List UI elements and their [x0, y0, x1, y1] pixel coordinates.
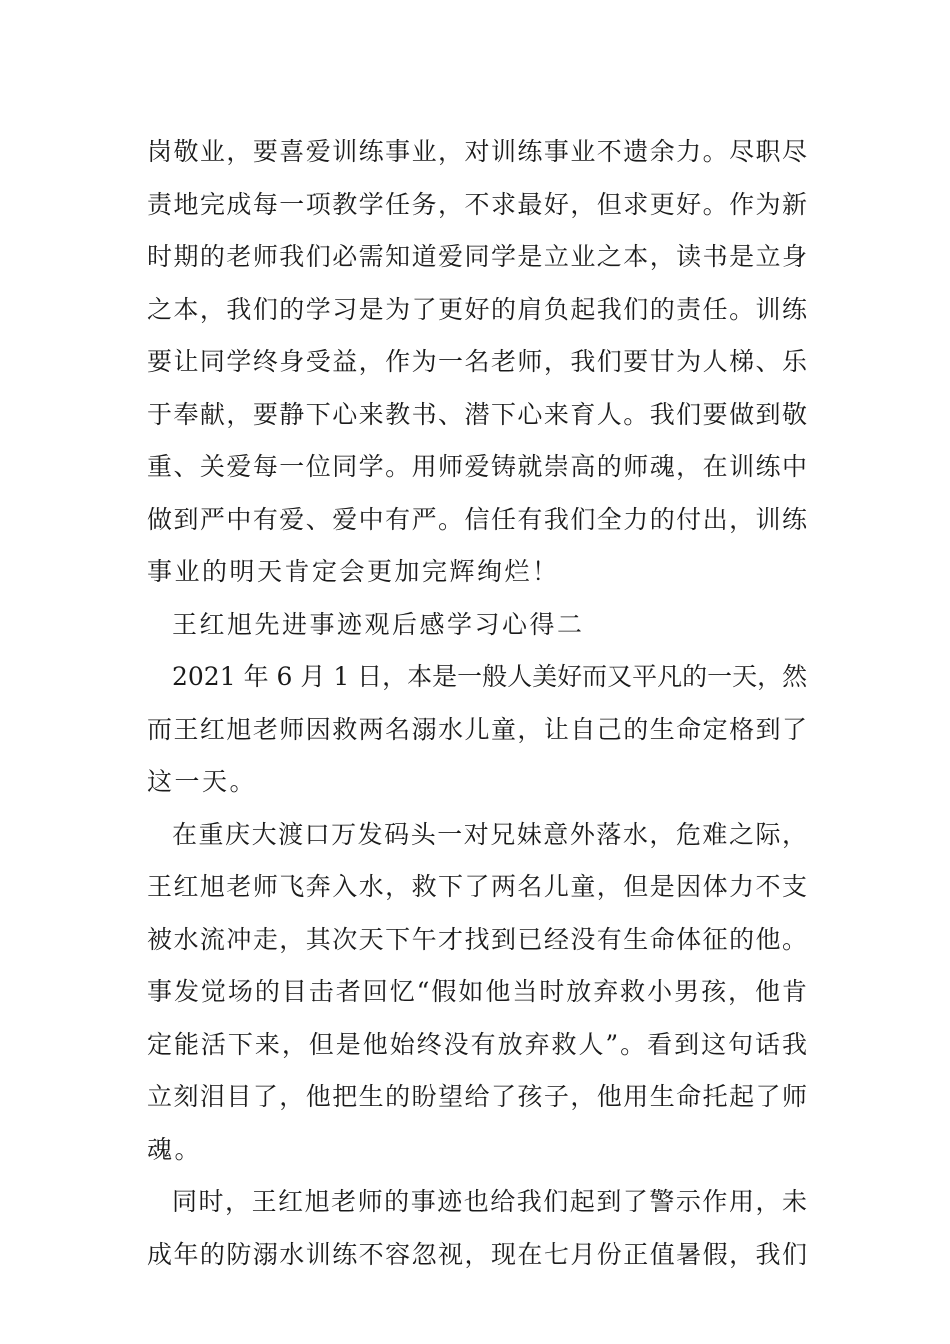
text-line: 同时，王红旭老师的事迹也给我们起到了警示作用，未: [172, 1187, 807, 1216]
text-line: 这一天。: [147, 767, 258, 796]
text-line: 责地完成每一项教学任务，不求最好，但求更好。作为新: [147, 189, 807, 219]
text-line: 被水流冲走，其次天下午才找到已经没有生命体征的他。: [147, 924, 807, 954]
text-line: 重、关爱每一位同学。用师爱铸就崇高的师魂，在训练中: [147, 452, 807, 481]
section-heading: 王红旭先进事迹观后感学习心得二: [172, 609, 585, 639]
text-line: 做到严中有爱、爱中有严。信任有我们全力的付出，训练: [147, 504, 807, 534]
text-line: 之本，我们的学习是为了更好的肩负起我们的责任。训练: [147, 294, 807, 324]
text-line: 立刻泪目了，他把生的盼望给了孩子，他用生命托起了师: [147, 1082, 807, 1111]
text-line: 事业的明天肯定会更加完辉绚烂！: [147, 557, 560, 586]
body-text: [147, 126, 807, 1281]
text-line: 时期的老师我们必需知道爱同学是立业之本，读书是立身: [147, 242, 807, 271]
text-line: 定能活下来，但是他始终没有放弃救人”。看到这句话我: [147, 1029, 807, 1059]
text-line: 2021 年 6 月 1 日，本是一般人美好而又平凡的一天，然: [172, 662, 808, 691]
text-line: 在重庆大渡口万发码头一对兄妹意外落水，危难之际，: [172, 819, 807, 849]
text-line: 岗敬业，要喜爱训练事业，对训练事业不遗余力。尽职尽: [147, 137, 807, 166]
text-line: 于奉献，要静下心来教书、潜下心来育人。我们要做到敬: [147, 399, 807, 429]
text-line: 魂。: [147, 1134, 203, 1164]
text-line: 王红旭老师飞奔入水，救下了两名儿童，但是因体力不支: [147, 872, 807, 901]
text-line: 要让同学终身受益，作为一名老师，我们要甘为人梯、乐: [147, 347, 807, 376]
text-line: 成年的防溺水训练不容忽视，现在七月份正值暑假，我们: [147, 1239, 807, 1269]
text-line: 而王红旭老师因救两名溺水儿童，让自己的生命定格到了: [147, 714, 807, 744]
text-line: 事发觉场的目击者回忆“假如他当时放弃救小男孩，他肯: [147, 977, 807, 1006]
